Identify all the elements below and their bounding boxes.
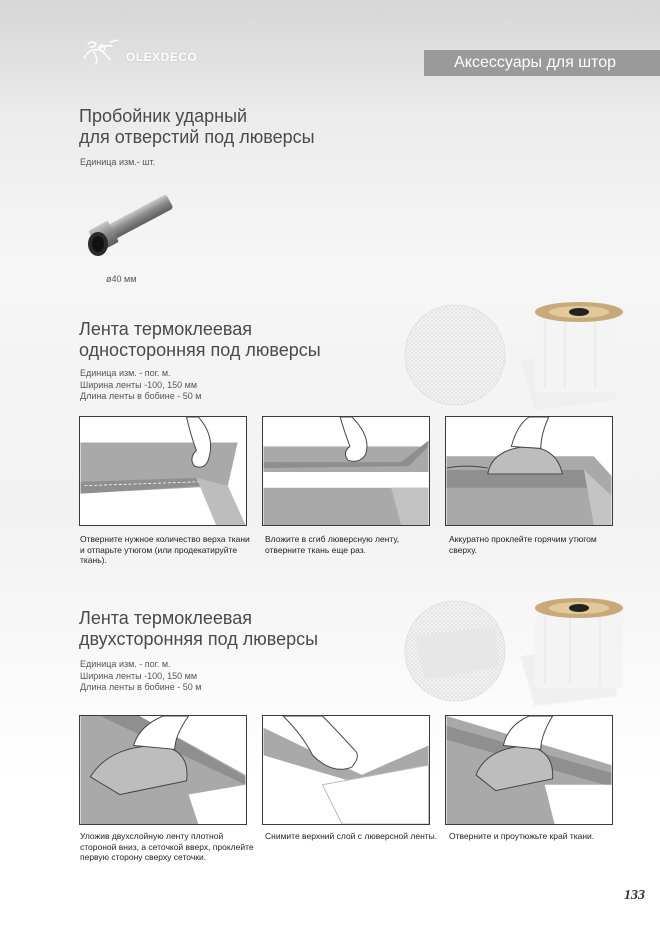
product3-title-line2: двухсторонняя под люверсы	[79, 629, 319, 649]
product1-meta	[80, 157, 155, 169]
product3-meta	[80, 659, 201, 694]
brand-name: OLEXDECO	[126, 50, 198, 64]
step-panel-1a	[79, 416, 247, 526]
product2-title	[79, 319, 321, 361]
product2-meta	[80, 368, 201, 403]
step-caption-1a: Отверните нужное количество верха ткани и отпарьте утюгом (или продекатируйте ткань).	[80, 534, 250, 565]
product3-width: Ширина ленты -100, 150 мм	[80, 670, 198, 681]
brand-logo	[80, 38, 197, 68]
product2-width: Ширина ленты -100, 150 мм	[80, 379, 198, 390]
hole-punch-image	[76, 184, 186, 264]
cherub-logo-icon	[80, 38, 122, 68]
product2-length: Длина ленты в бобине - 50 м	[80, 391, 202, 401]
tape-roll-double-image	[395, 596, 635, 711]
product2-title-line1: Лента термоклеевая	[79, 319, 252, 339]
product3-title-line1: Лента термоклеевая	[79, 608, 252, 628]
product1-unit: Единица изм.- шт.	[80, 157, 156, 167]
step-panel-1b	[262, 416, 430, 526]
step-caption-1b: Вложите в сгиб люверсную ленту, отверните ткань еще раз.	[265, 534, 400, 555]
punch-size-label: ø40 мм	[106, 274, 137, 284]
page-number: 133	[624, 888, 645, 903]
step-caption-1c: Аккуратно проклейте горячим утюгом сверху.	[449, 534, 597, 555]
product2-unit: Единица изм. - пог. м.	[80, 368, 171, 378]
product1-title-line2: для отверстий под люверсы	[79, 127, 315, 147]
section-title: Аксессуары для штор	[424, 50, 660, 76]
step-caption-2c: Отверните и проутюжьте край ткани.	[449, 831, 595, 841]
step-panel-2a	[79, 715, 247, 825]
step-panel-2c	[445, 715, 613, 825]
product3-unit: Единица изм. - пог. м.	[80, 659, 171, 669]
step-caption-2b: Снимите верхний слой с люверсной ленты.	[265, 831, 438, 841]
step-panel-1c	[445, 416, 613, 526]
product3-length: Длина ленты в бобине - 50 м	[80, 682, 202, 692]
step-panel-2b	[262, 715, 430, 825]
product1-title	[79, 106, 315, 148]
product1-title-line1: Пробойник ударный	[79, 106, 248, 126]
step-caption-2a: Уложив двухслойную ленту плотной стороной вниз, а сеточкой вверх, проклейте первую сторону сверху сеточки.	[80, 831, 254, 862]
product2-title-line2: односторонняя под люверсы	[79, 340, 321, 360]
tape-roll-single-image	[395, 300, 635, 415]
product3-title	[79, 608, 318, 650]
